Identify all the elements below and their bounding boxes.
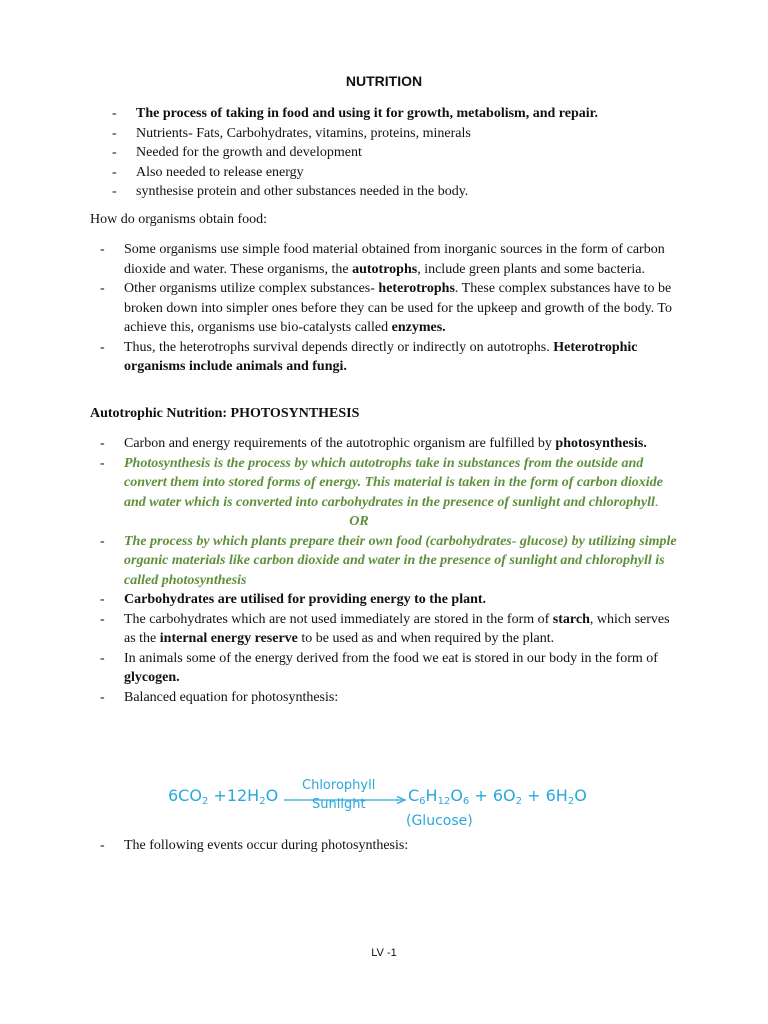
dash-bullet: - [100, 455, 105, 471]
dash-bullet: - [112, 184, 117, 199]
list-item-text: synthesise protein and other substances needed in the body. [136, 184, 469, 199]
equation-term: O [265, 786, 279, 805]
equation-subscript: 2 [201, 796, 209, 807]
list-item-text: Balanced equation for photosynthesis: [124, 689, 339, 705]
bold-term: internal energy reserve [159, 631, 298, 646]
bold-term: enzymes. [391, 320, 446, 335]
definition-end: . [654, 494, 659, 510]
dash-bullet: - [100, 592, 105, 607]
dash-bullet: - [100, 242, 105, 257]
list-item-text: to be used as and when required by the plant. [297, 631, 555, 646]
dash-bullet: - [100, 838, 105, 853]
dash-bullet: - [100, 689, 105, 705]
bold-term: glycogen. [124, 670, 180, 685]
list-item [100, 454, 684, 532]
list-item [100, 649, 684, 688]
definition-text: Photosynthesis is the process by which autotrophs take in substances from the outside and convert them into stored forms of energy. This material is taken in the form of carbon dioxide and water which is converted into carbohydrates in the presence of sunlight and chlorophyll [124, 455, 663, 510]
equation-term: O [574, 786, 587, 805]
list-item-text: Thus, the heterotrophs survival depends directly or indirectly on autotrophs. [124, 339, 554, 355]
dash-bullet: - [100, 650, 105, 666]
bold-term: photosynthesis. [555, 436, 647, 451]
list-item [100, 590, 684, 610]
list-item-text: The process of taking in food and using it for growth, metabolism, and repair. [136, 106, 599, 121]
bold-term: starch [552, 611, 590, 627]
equation-subscript: 6 [419, 796, 426, 807]
list-item [100, 610, 684, 649]
bold-term: Heterotrophic organisms include animals and fungi. [124, 339, 638, 374]
list-item [100, 836, 684, 856]
list-item [100, 279, 684, 338]
dash-bullet: - [112, 145, 117, 160]
equation-condition-top: Chlorophyll [302, 778, 376, 793]
equation-term: C [408, 786, 420, 805]
photosynthesis-list [100, 434, 684, 707]
dash-bullet: - [112, 164, 117, 180]
equation-term: +12H [208, 786, 260, 805]
list-item-text: Some organisms use simple food material obtained from inorganic sources in the form of carbon dioxide and water. These organisms, the [124, 242, 665, 277]
list-item-text: Carbohydrates are utilised for providing energy to the plant. [124, 592, 487, 607]
bold-term: autotrophs [352, 261, 418, 277]
equation-term: O [450, 786, 463, 805]
intro-list [112, 104, 696, 202]
equation-reactants [168, 786, 278, 812]
dash-bullet: - [100, 339, 105, 355]
section-heading-text: Autotrophic Nutrition: PHOTOSYNTHESIS [90, 406, 360, 421]
list-item [100, 434, 684, 454]
equation-term: H [425, 786, 438, 805]
equation-subscript: 6 [462, 796, 470, 807]
list-item-text: , which serves as the [124, 611, 670, 646]
list-item-text: The carbohydrates which are not used immediately are stored in the form of [124, 611, 553, 627]
section-heading [90, 404, 359, 424]
glucose-label: (Glucose) [406, 813, 473, 829]
list-item-text: Carbon and energy requirements of the autotrophic organism are fulfilled by [124, 436, 556, 451]
list-item [100, 338, 684, 377]
or-separator: OR [349, 514, 369, 529]
equation-subscript: 2 [259, 796, 266, 807]
events-list [100, 836, 684, 856]
list-item [100, 532, 684, 591]
list-item-text: Also needed to release energy [136, 164, 304, 180]
dash-bullet: - [100, 281, 105, 296]
photosynthesis-equation [168, 778, 608, 834]
equation-subscript: 2 [567, 796, 575, 807]
dash-bullet: - [100, 533, 105, 549]
equation-condition-bottom: Sunlight [312, 797, 366, 812]
page-number: LV -1 [371, 947, 397, 959]
equation-term: + 6H [522, 786, 568, 805]
dash-bullet: - [100, 611, 105, 627]
equation-term: 6CO [168, 786, 202, 805]
equation-subscript: 12 [437, 796, 451, 807]
list-item-text: Needed for the growth and development [136, 145, 362, 160]
list-item [112, 104, 696, 124]
page-title: NUTRITION [345, 73, 423, 89]
list-item [112, 143, 696, 163]
dash-bullet: - [100, 436, 105, 451]
bold-term: heterotrophs [378, 281, 455, 296]
list-item [112, 182, 696, 202]
list-item-text: Nutrients- Fats, Carbohydrates, vitamins, proteins, minerals [136, 125, 471, 141]
list-item-text: In animals some of the energy derived from the food we eat is stored in our body in the form of [124, 650, 658, 666]
list-item [112, 124, 696, 144]
equation-term: + 6O [469, 786, 516, 805]
list-item [100, 688, 684, 708]
list-item [112, 163, 696, 183]
dash-bullet: - [112, 106, 117, 121]
list-item [100, 240, 684, 279]
list-item-text: The following events occur during photosynthesis: [124, 838, 409, 853]
list-item-text: Other organisms utilize complex substances- [124, 281, 379, 296]
definition-text: The process by which plants prepare their own food (carbohydrates- glucose) by utilizing simple organic materials like carbon dioxide and water in the presence of sunlight and chlorophyll is called photosynthesis [124, 533, 677, 588]
equation-subscript: 2 [515, 796, 523, 807]
dash-bullet: - [112, 125, 117, 141]
how-heading: How do organisms obtain food: [90, 212, 268, 227]
list-item-text: , include green plants and some bacteria. [417, 261, 646, 277]
list-item-text: . These complex substances have to be broken down into simpler ones before they can be used for the upkeep and growth of the body. To achieve this, organisms use bio-catalysts called [124, 281, 672, 335]
how-list [100, 240, 684, 377]
equation-products [408, 786, 587, 812]
